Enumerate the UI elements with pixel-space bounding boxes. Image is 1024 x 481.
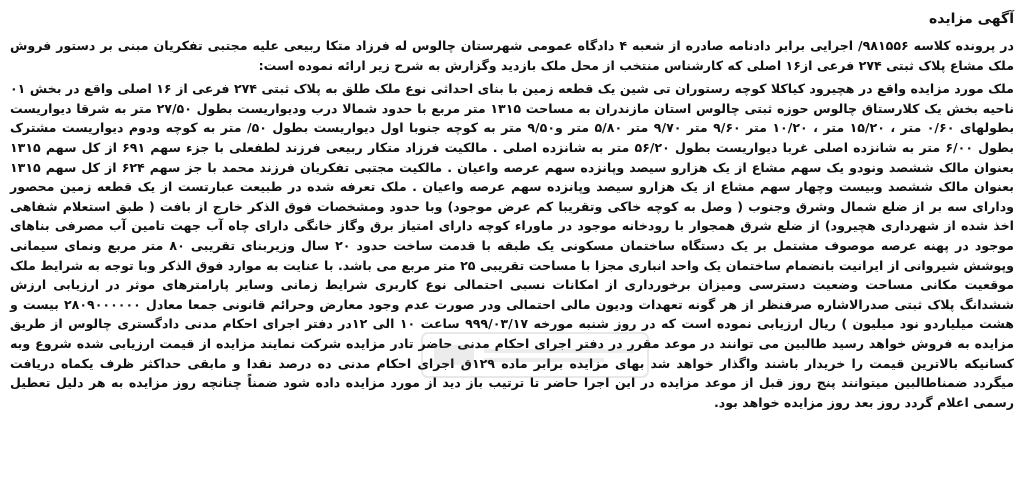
notice-body-paragraph: ملک مورد مزایده واقع در هچیرود کیاکلا کوچه رستوران تی شین یک قطعه زمین با بنای احداثی نوع ملک طلق به پلاک ثبتی ۲۷۴ فرعی از ۱۶ اصلی واقع در بخش ۰۱ ناحیه بخش یک کلارستاق چالوس حوزه ثبتی چالوس استان مازندران به مساحت ۱۳۱۵ متر مربع با حدود شمالا درب وديواريست بطول ۲۷/۵۰ متر به شرقا دیواریست بطولهای ۰/۶۰ متر ، ۱۵/۲۰ متر ، ۱۰/۲۰ متر ۹/۶۰ متر ۹/۷۰ متر ۵/۸۰ متر و۹/۵۰ متر به کوچه جنوبا اول دیواریست بطول ۵۰/ متر به کوچه ودوم دیواریست مشترک بطول ۶/۰۰ متر به شانزده اصلی غربا دیواریست بطول ۵۶/۲۰ متر به شانزده اصلی . مالکیت فرزاد متکار ربیعی فرزند لطفعلی با جزء سهم ۶۹۱ از کل سهم ۱۳۱۵ بعنوان مالک ششصد ونودو یک سهم مشاع از یک هزارو سیصد وپانزده سهم عرصه واعیان . مالکیت مجتبی تفکریان فرزند محمد با جز سهم ۶۲۴ از کل سهم ۱۳۱۵ بعنوان مالک ششصد وبیست وچهار سهم مشاع از یک هزارو سیصد وپانزده سهم عرصه واعیان . ملک تعرفه شده در طبیعت عبارتست از یک قطعه زمین محصور ودارای سه بر از ضلع شمال وشرق وجنوب ( وصل به کوچه خاکی وتقریبا کم عرض موجود) وبا حدود ومشخصات فوق الذکر خارج از بافت ( طبق استعلام شفاهی اخذ شده از شهرداری هچیرود) از ضلع شرق همجوار با رودخانه موجود در ماوراء کوچه دارای امتیاز برق وگاز خانگی دارای چاه آب جهت تامین آب مصرفی بناهای موجود در پهنه عرصه موصوف مشتمل بر یک دستگاه ساختمان مسکونی یک طبقه با قدمت ساخت حدود ۲۰ سال وزیربنای تقریبی ۸۰ متر مربع ونمای سیمانی وپوشش شیروانی از ایرانیت بانضمام ساختمان یک واحد انباری مجزا با مساحت تقریبی ۲۵ متر مربع می باشد. با عنایت به موارد فوق الذکر وبا توجه به شرایط ملک موقعیت مکانی مساحت وضعیت دسترسی ومیزان برخورداری از امکانات نسبی احتمالی نوع کاربری شرایط زمانی وسایر پارامترهای موثر در ارزیابی ارزش ششدانگ پلاک ثبتی صدرالاشاره صرفنظر از هر گونه تعهدات ودیون مالی احتمالی ودر صورت عدم وجود معارض وحرائم قانونی جمعا معادل ۲۸۰۹۰۰۰۰۰۰ بیست و هشت میلیاردو نود میلیون ) ریال ارزیابی نموده است که در روز شنبه مورخه ۹۹۹/۰۳/۱۷ ساعت ۱۰ الی ۱۲در دفتر اجرای احکام مدنی دادگستری چالوس از طریق مزایده به فروش خواهد رسید طالبین می توانند در موعد مقرر در دفتر اجرای احکام مدنی حاضر تادر مزایده شرکت نمایند مزایده از قیمت ارزیابی شده شروع وبه کسانیکه بالاترین قیمت را خریدار باشند واگذار خواهد شد بهای مزایده برابر ماده ۱۲۹ق اجرای احکام مدنی ده درصد نقدا و مابقی حداکثر ظرف یکماه دریافت میگردد ضمناطالبین میتوانند پنج روز قبل از موعد مزایده در این اجرا حاضر تا ترتیب باز دید از مورد مزایده داده شود ضمناً چنانچه روز مزایده به هر دلیل تعطیل رسمی اعلام گردد روز بعد روز مزایده خواهد بود. [10,81,1015,410]
notice-intro-paragraph: در پرونده کلاسه ۹۸۱۵۵۶/ اجرایی برابر دادنامه صادره از شعبه ۴ دادگاه عمومی شهرستان چالوس له فرزاد متکا ربیعی علیه مجتبی تفکریان مبنی بر دستور فروش ملک مشاع پلاک ثبتی ۲۷۴ فرعی از۱۶ اصلی که کارشناس منتخب از محل ملک بازدید وگزارش به شرح زیر ارائه نموده است: [10,38,1014,73]
notice-title: آگهی مزایده [928,11,1014,27]
